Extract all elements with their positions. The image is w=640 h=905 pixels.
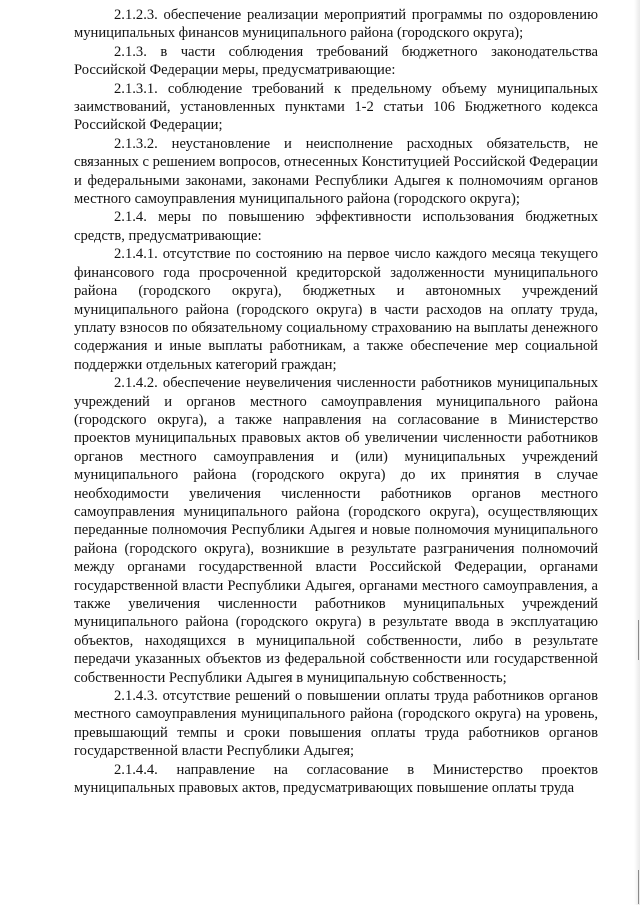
paragraph-2-1-2-3: 2.1.2.3. обеспечение реализации мероприятий программы по оздоровлению муниципальных финансов муниципального района (городского округа); (74, 7, 598, 42)
paragraph-2-1-4-2: 2.1.4.2. обеспечение неувеличения численности работников муниципальных учреждений и органов местного самоуправления муниципального района (городского округа), а также направления на согласование в Министерство проектов муниципальных правовых актов об увеличении численности работников органов местного самоуправления и (или) муниципальных учреждений муниципального района (городского округа) до их принятия в случае необходимости увеличения численности работников органов местного самоуправления муниципального района (городского округа), осуществляющих переданные полномочия Республики Адыгея и новые полномочия муниципального района (городского округа), возникшие в результате разграничения полномочий между органами государственной власти Российской Федерации, органами государственной власти Республики Адыгея, органами местного самоуправления, а также увеличения численности работников муниципальных учреждений муниципального района (городского округа) в результате ввода в эксплуатацию объектов, находящихся в муниципальной собственности, либо в результате передачи указанных объектов из федеральной собственности или государственной собственности Республики Адыгея в муниципальную собственность; (74, 375, 598, 686)
scan-artifact-line (638, 870, 639, 904)
paragraph-2-1-4-1: 2.1.4.1. отсутствие по состоянию на первое число каждого месяца текущего финансового года просроченной кредиторской задолженности муниципального района (городского округа), бюджетных и автономных учреждений муниципального района (городского округа) в части расходов на оплату труда, уплату взносов по обязательному социальному страхованию на выплаты денежного содержания и иные выплаты работникам, а также обеспечение мер социальной поддержки отдельных категорий граждан; (74, 246, 598, 373)
paragraph-2-1-3: 2.1.3. в части соблюдения требований бюджетного законодательства Российской Федерации меры, предусматривающие: (74, 43, 598, 79)
scan-edge-shadow (634, 0, 640, 905)
paragraph-2-1-4-3: 2.1.4.3. отсутствие решений о повышении оплаты труда работников органов местного самоуправления муниципального района (городского округа) на уровень, превышающий темпы и сроки повышения оплаты труда работников органов государственной власти Республики Адыгея; (74, 688, 598, 760)
document-body (74, 6, 598, 797)
paragraph-2-1-3-2: 2.1.3.2. неустановление и неисполнение расходных обязательств, не связанных с решением вопросов, отнесенных Конституцией Российской Федерации и федеральными законами, законами Республики Адыгея к полномочиям органов местного самоуправления муниципального района (городского округа); (74, 135, 598, 208)
scan-artifact-line (638, 620, 639, 660)
paragraph-2-1-4: 2.1.4. меры по повышению эффективности использования бюджетных средств, предусматривающие: (74, 209, 598, 244)
paragraph-2-1-3-1: 2.1.3.1. соблюдение требований к предельному объему муниципальных заимствований, установленных пунктами 1-2 статьи 106 Бюджетного кодекса Российской Федерации; (74, 80, 598, 134)
paragraph-2-1-4-4: 2.1.4.4. направление на согласование в Министерство проектов муниципальных правовых актов, предусматривающих повышение оплаты труда (74, 761, 598, 797)
